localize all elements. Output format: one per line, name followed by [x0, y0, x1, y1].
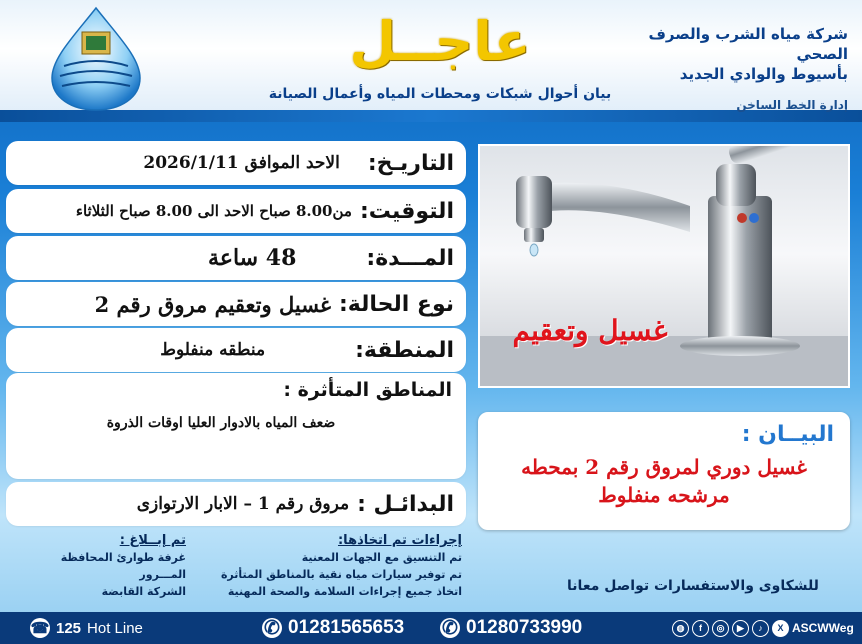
phone-number-1: 01281565653 [288, 617, 405, 638]
instagram-icon[interactable]: ◎ [712, 620, 729, 637]
case-type-field [8, 284, 464, 324]
duration-value: 48 ساعة [208, 245, 297, 271]
youtube-icon[interactable]: ▶ [732, 620, 749, 637]
hotline-number: 125 [56, 619, 82, 637]
time-value: من8.00 صباح الاحد الى 8.00 صباح الثلاثاء [75, 202, 352, 220]
notified-item: الشركة القابضة [101, 585, 186, 598]
alternatives-value: مروق رقم 1 – الابار الارتوازى [136, 494, 350, 514]
time-field [8, 191, 464, 231]
statement-label: البيــان : [741, 422, 834, 447]
company-name [598, 24, 848, 114]
globe-icon[interactable]: ◍ [672, 620, 689, 637]
date-label: التاريـخ: [367, 150, 454, 176]
area-value: منطقه منفلوط [160, 340, 266, 360]
duration-label: المـــدة: [366, 245, 454, 271]
case-type-label: نوع الحالة: [338, 291, 454, 317]
notified-parties [8, 532, 186, 600]
hotline-label: Hot Line [87, 619, 143, 637]
affected-areas-value: ضعف المياه بالادوار العليا اوقات الذروة [106, 415, 336, 431]
date-value: الاحد الموافق 2026/1/11 [143, 153, 340, 173]
area-label: المنطقة: [355, 337, 454, 363]
action-item: اتخاذ جميع إجراءات السلامة والصحة المهنية [227, 585, 462, 598]
duration-field [8, 238, 464, 278]
faucet-icon [480, 146, 850, 388]
social-handle: ASCWWeg [792, 621, 854, 635]
case-type-value: غسيل وتعقيم مروق رقم 2 [94, 291, 331, 317]
company-line-1: شركة مياه الشرب والصرف الصحي [648, 25, 848, 63]
company-line-2: بأسيوط والوادي الجديد [679, 65, 848, 83]
phone-number-2: 01280733990 [466, 617, 583, 638]
affected-areas-label: المناطق المتأثرة : [283, 379, 452, 401]
hotline[interactable] [30, 618, 143, 638]
whatsapp-icon: ✆ [440, 618, 460, 638]
alternatives-label: البدائـل : [357, 491, 454, 517]
photo-caption: غسيل وتعقيم [512, 314, 668, 347]
x-icon[interactable]: X [772, 620, 789, 637]
report-subtitle: بيان أحوال شبكات ومحطات المياه وأعمال الصيانة [268, 86, 612, 102]
notified-item: المـــرور [139, 568, 186, 581]
action-item: تم توفير سيارات مياه نقية بالمناطق المتأثرة [220, 568, 462, 581]
complaints-line: للشكاوى والاستفسارات تواصل معانا [567, 578, 819, 594]
company-logo [46, 6, 146, 112]
faucet-photo [478, 144, 850, 388]
time-label: التوقيت: [359, 198, 454, 224]
whatsapp-icon: ✆ [262, 618, 282, 638]
statement-text: غسيل دوري لمروق رقم 2 بمحطه مرشحه منفلوط [521, 455, 807, 507]
whatsapp-contact-2[interactable] [440, 617, 582, 639]
urgent-title: عاجــل [349, 10, 531, 73]
alternatives-field [8, 484, 464, 524]
actions-taken [192, 532, 462, 600]
phone-icon: ☎ [30, 620, 50, 637]
footer-bar [0, 612, 862, 644]
date-field [8, 143, 464, 183]
social-links [672, 620, 854, 637]
department-name: إدارة الخط الساخن [736, 98, 848, 112]
notified-item: غرفة طوارئ المحافظة [60, 551, 186, 564]
facebook-icon[interactable]: f [692, 620, 709, 637]
tiktok-icon[interactable]: ♪ [752, 620, 769, 637]
area-field [8, 330, 464, 370]
notified-title: تم إبــلاغ : [119, 533, 186, 548]
whatsapp-contact-1[interactable] [262, 617, 404, 639]
statement-box [478, 412, 850, 530]
actions-title: إجراءات تم اتخاذها: [337, 533, 462, 548]
affected-areas-field [8, 375, 464, 477]
action-item: تم التنسيق مع الجهات المعنية [301, 551, 462, 564]
